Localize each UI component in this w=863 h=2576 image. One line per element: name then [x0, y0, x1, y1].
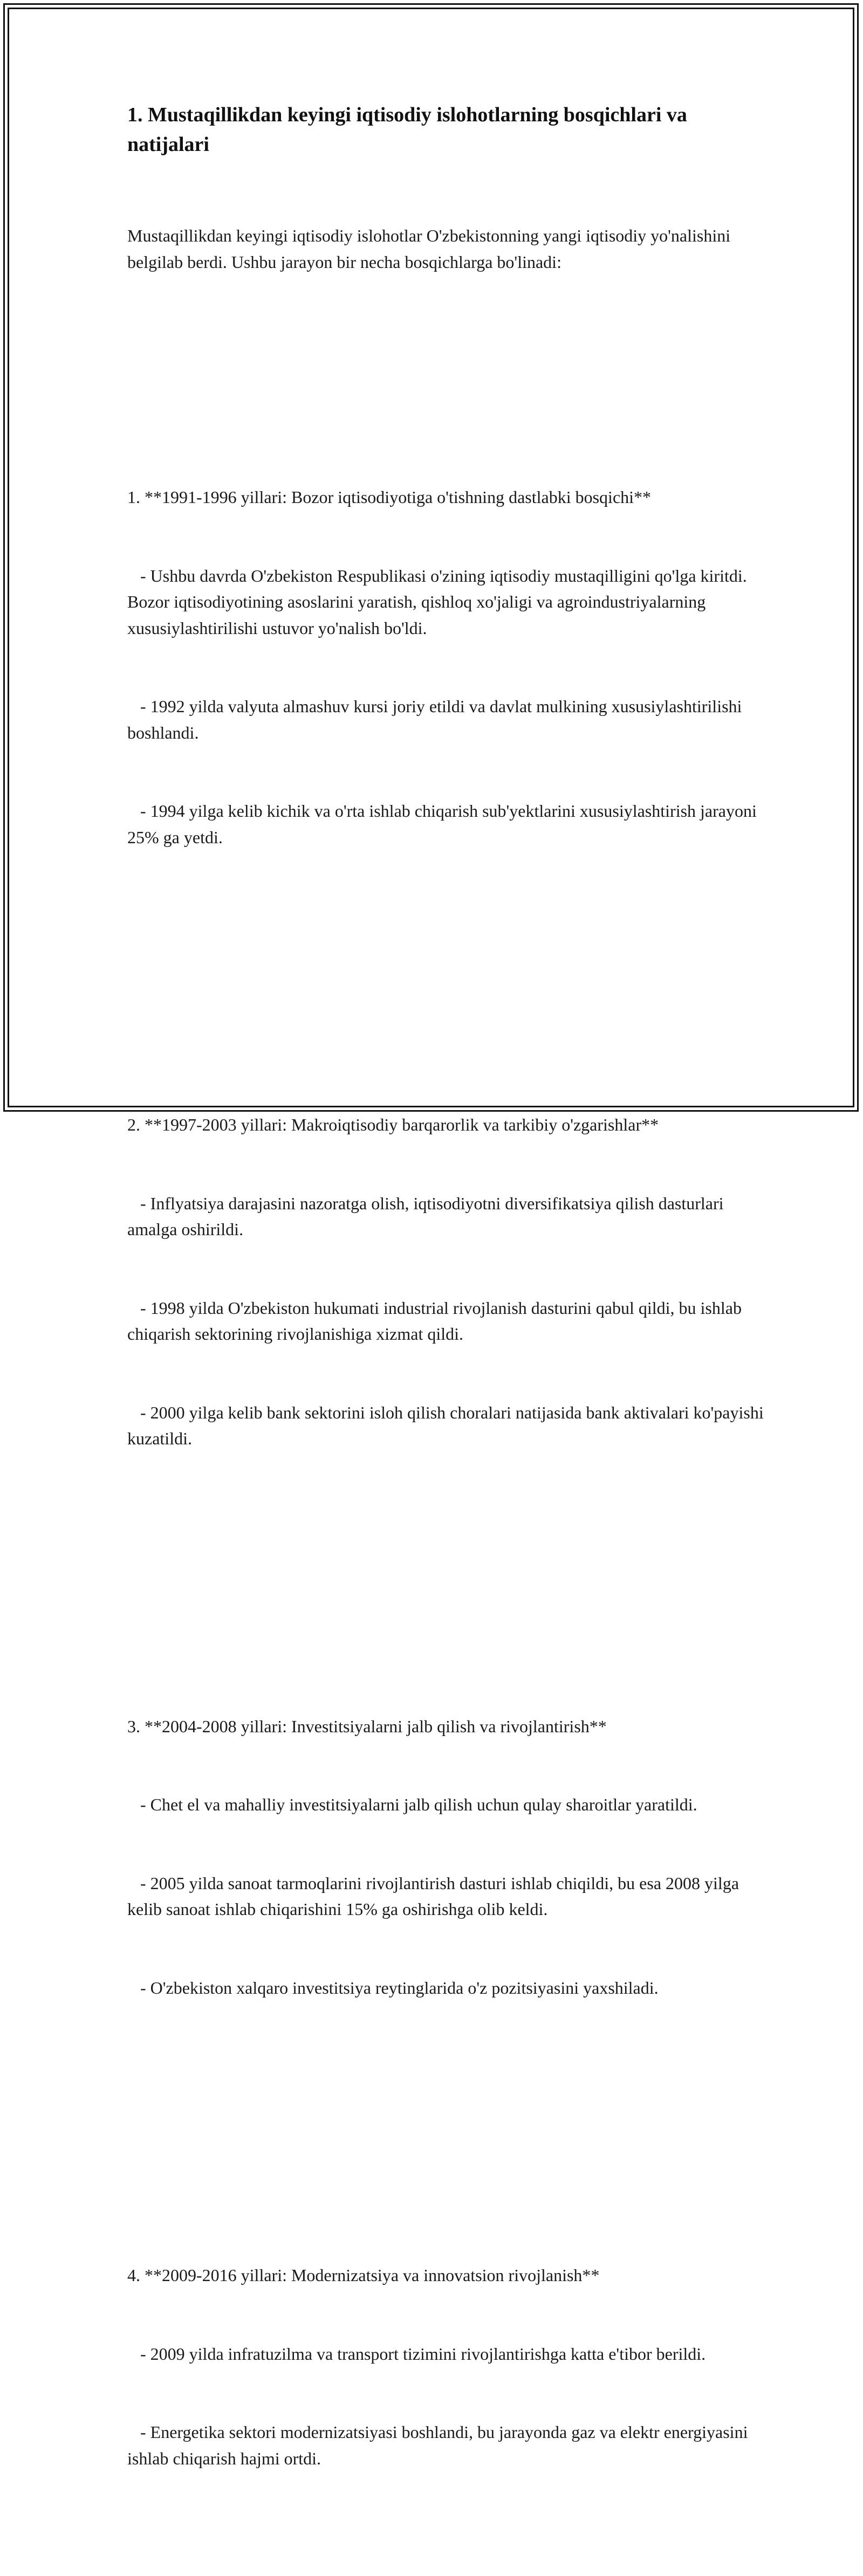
- stage-item: - 2000 yilga kelib bank sektorini isloh qilish choralari natijasida bank aktivalari ko'payishi kuzatildi.: [127, 1402, 768, 1448]
- stage-item: - Ushbu davrda O'zbekiston Respublikasi o'zining iqtisodiy mustaqilligini qo'lga kiritdi. Bozor iqtisodiyotining asoslarini yaratish, qishloq xo'jaligi va agroindustriyalarning xususiylashtirilishi ustuvor yo'nalish bo'ldi.: [127, 566, 751, 638]
- stage-item: - Energetika sektori modernizatsiyasi boshlandi, bu jarayonda gaz va elektr energiyasini ishlab chiqarish hajmi ortdi.: [127, 2422, 752, 2468]
- stage-item: - Inflyatsiya darajasini nazoratga olish, iqtisodiyotni diversifikatsiya qilish dasturlari amalga oshirildi.: [127, 1193, 728, 1239]
- document-content: [127, 100, 768, 2576]
- stage-item: - 1992 yilda valyuta almashuv kursi joriy etildi va davlat mulkining xususiylashtirilishi boshlandi.: [127, 697, 746, 742]
- stage-item: - 2005 yilda sanoat tarmoqlarini rivojlantirish dasturi ishlab chiqildi, bu esa 2008 yilga kelib sanoat ishlab chiqarishini 15% ga oshirishga olib keldi.: [127, 1873, 744, 1919]
- stage-heading: 3. **2004-2008 yillari: Investitsiyalarni jalb qilish va rivojlantirish**: [127, 1716, 607, 1736]
- stage-section: [127, 1661, 764, 2054]
- intro-paragraph: Mustaqillikdan keyingi iqtisodiy islohotlar O'zbekistonning yangi iqtisodiy yo'nalishini belgilab berdi. Ushbu jarayon bir necha bosqichlarga bo'linadi:: [127, 226, 735, 272]
- stage-heading: 4. **2009-2016 yillari: Modernizatsiya va innovatsion rivojlanish**: [127, 2265, 600, 2285]
- stage-item: - 1998 yilda O'zbekiston hukumati industrial rivojlanish dasturini qabul qildi, bu ishlab chiqarish sektorining rivojlanishiga xizmat qildi.: [127, 1298, 746, 1344]
- stage-heading: 1. **1991-1996 yillari: Bozor iqtisodiyotiga o'tishning dastlabki bosqichi**: [127, 487, 652, 507]
- paragraph-gap: [127, 327, 764, 354]
- stage-item: - Chet el va mahalliy investitsiyalarni jalb qilish uchun qulay sharoitlar yaratildi.: [127, 1795, 697, 1814]
- stage-item: - O'zbekiston xalqaro investitsiya reytinglarida o'z pozitsiyasini yaxshiladi.: [127, 1978, 659, 1998]
- document-body: [127, 170, 768, 2576]
- stage-item: - 2009 yilda infratuzilma va transport tizimini rivojlantirishga katta e'tibor berildi.: [127, 2344, 706, 2364]
- stage-section: [127, 1059, 768, 1504]
- paragraph-gap: [127, 1556, 764, 1583]
- stage-section: [127, 432, 764, 903]
- paragraph-gap: [127, 955, 764, 981]
- stage-item: - 1994 yilga kelib kichik va o'rta ishlab chiqarish sub'yektlarini xususiylashtirish jarayoni 25% ga yetdi.: [127, 801, 761, 847]
- document-title: 1. Mustaqillikdan keyingi iqtisodiy islohotlarning bosqichlari va natijalari: [127, 104, 687, 156]
- stage-section: [127, 2210, 764, 2524]
- stage-heading: 2. **1997-2003 yillari: Makroiqtisodiy barqarorlik va tarkibiy o'zgarishlar**: [127, 1115, 659, 1134]
- paragraph-gap: [127, 2105, 764, 2132]
